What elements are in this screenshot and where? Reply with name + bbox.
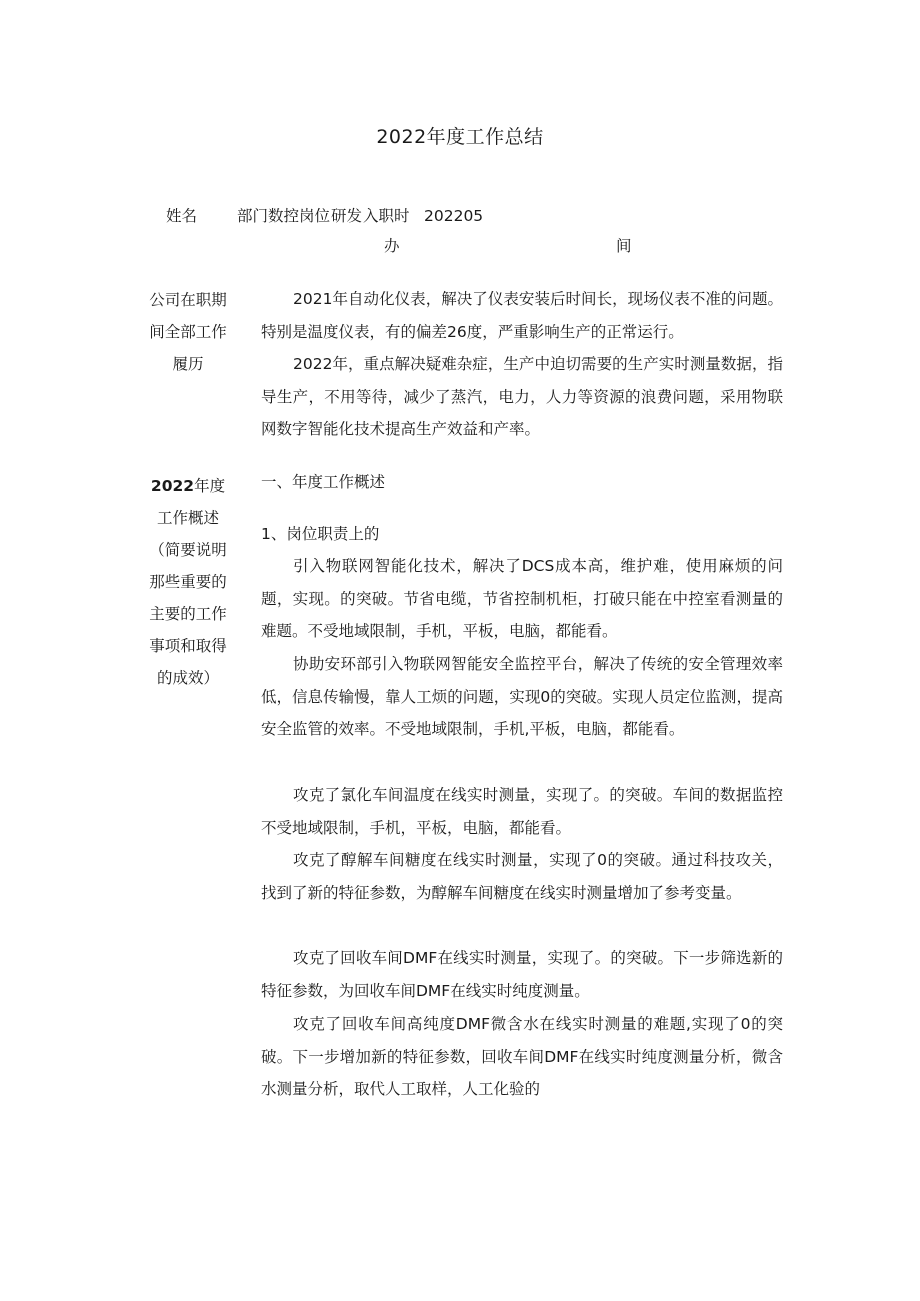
overview-subheading: 1、岗位职责上的 bbox=[261, 525, 380, 543]
overview-paragraph: 攻克了氯化车间温度在线实时测量，实现了。的突破。车间的数据监控不受地域限制，手机，平板，电脑，都能看。 bbox=[261, 786, 783, 837]
history-paragraph: 2021年自动化仪表，解决了仪表安装后时间长，现场仪表不准的问题。特别是温度仪表，有的偏差26度，严重影响生产的正常运行。 bbox=[261, 290, 783, 341]
name-label: 姓名 bbox=[166, 207, 198, 225]
dept-value: 办 bbox=[384, 237, 400, 255]
overview-label bbox=[138, 470, 238, 694]
history-label-line: 公司在职期 bbox=[149, 291, 227, 309]
history-label-line: 履历 bbox=[172, 355, 204, 373]
overview-paragraph: 攻克了醇解车间糖度在线实时测量，实现了0的突破。通过科技攻关，找到了新的特征参数，为醇解车间糖度在线实时测量增加了参考变量。 bbox=[261, 851, 783, 902]
overview-label-line: 主要的工作 bbox=[149, 605, 227, 623]
overview-label-line: 工作概述 bbox=[156, 509, 219, 527]
overview-label-line: （简要说明 bbox=[149, 541, 227, 559]
history-label-line: 间全部工作 bbox=[149, 323, 227, 341]
position-value: 研发 bbox=[331, 207, 363, 225]
overview-paragraph: 引入物联网智能化技术，解决了DCS成本高，维护难，使用麻烦的问题，实现。的突破。节省电缆，节省控制机柜，打破只能在中控室看测量的难题。不受地域限制，手机，平板，电脑，都能看。 bbox=[261, 557, 783, 640]
history-label bbox=[140, 284, 236, 380]
overview-label-year: 2022 bbox=[150, 477, 195, 495]
entry-label: 入职时 bbox=[363, 207, 410, 225]
dept-label: 部门 bbox=[237, 207, 269, 225]
overview-label-line: 的成效） bbox=[156, 669, 219, 687]
history-paragraph: 2022年，重点解决疑难杂症，生产中迫切需要的生产实时测量数据，指导生产，不用等待，减少了蒸汽，电力，人力等资源的浪费问题，采用物联网数字智能化技术提高生产效益和产率。 bbox=[261, 355, 783, 438]
entry-value: 202205 bbox=[424, 207, 484, 225]
overview-paragraph: 攻克了回收车间DMF在线实时测量，实现了。的突破。下一步筛选新的特征参数，为回收车间DMF在线实时纯度测量。 bbox=[261, 949, 783, 1000]
overview-label-line bbox=[138, 470, 238, 502]
overview-paragraph: 协助安环部引入物联网智能安全监控平台，解决了传统的安全管理效率低，信息传输慢，靠人工烦的问题，实现0的突破。实现人员定位监测，提高安全监管的效率。不受地域限制，手机,平板，电脑，都能看。 bbox=[261, 655, 783, 738]
overview-label-line: 事项和取得 bbox=[149, 637, 227, 655]
position-label: 数控岗位 bbox=[268, 207, 331, 225]
entry-label-wrap: 间 bbox=[616, 237, 632, 255]
overview-label-line: 那些重要的 bbox=[149, 573, 227, 591]
overview-paragraph: 攻克了回收车间高纯度DMF微含水在线实时测量的难题,实现了0的突破。下一步增加新的特征参数，回收车间DMF在线实时纯度测量分析，微含水测量分析，取代人工取样，人工化验的 bbox=[261, 1015, 783, 1098]
overview-label-year-suffix: 年度 bbox=[194, 477, 226, 495]
overview-heading: 一、年度工作概述 bbox=[261, 473, 386, 491]
document-title: 2022年度工作总结 bbox=[376, 126, 544, 148]
